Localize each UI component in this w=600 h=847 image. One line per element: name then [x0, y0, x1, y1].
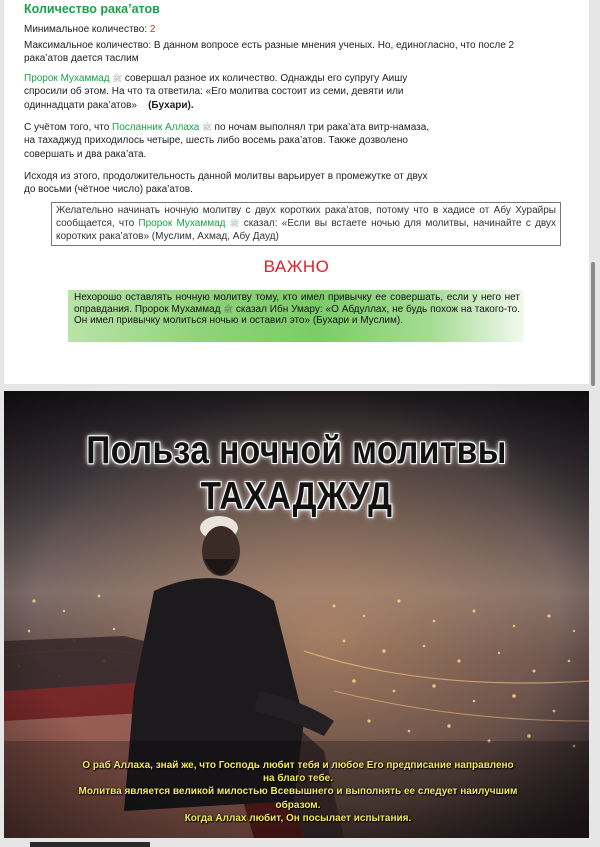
min-count-value: 2: [149, 24, 156, 35]
poster-page: [4, 391, 589, 838]
pbuh-icon: ﷺ: [229, 218, 240, 228]
witr-line-1: по ночам выполнял три рака’ата витр-намаза,: [211, 122, 430, 133]
poster-title-line-2: ТАХАДЖУД: [200, 475, 393, 518]
max-count-paragraph: [24, 39, 554, 66]
next-page-edge: [30, 842, 150, 847]
aisha-line-1: совершал разное их количество. Однажды его супругу Аишу: [122, 73, 408, 84]
caption-line-3: Молитва является великой милостью Всевышнего и выполнять ее следует наилучшим: [78, 786, 518, 798]
witr-paragraph: [24, 121, 554, 161]
caption-line-4: образом.: [275, 799, 321, 811]
hadith-text-1: Желательно начинать ночную молитву с двух коротких рака’атов, потому что в хадисе от Абу Хурайры сообщается, что: [56, 205, 556, 229]
section-heading: Количество рака’атов: [24, 2, 160, 16]
witr-start: С учётом того, что: [24, 122, 113, 133]
caption-line-1: О раб Аллаха, знай же, что Господь любит тебя и любое Его предписание направлено: [82, 760, 514, 771]
caption-line-5: Когда Аллах любит, Он посылает испытания.: [184, 812, 412, 824]
duration-line-2: до восьми (чётное число) рака’атов.: [24, 184, 193, 196]
messenger-link[interactable]: Посланник Аллаха: [112, 122, 200, 133]
aisha-paragraph: [24, 72, 554, 112]
max-count-line-1: Максимальное количество: В данном вопросе есть разные мнения ученых. Но, единогласно, что после 2: [24, 40, 515, 51]
aisha-line-3: одиннадцати рака’атов»: [24, 99, 137, 111]
aisha-line-2: спросили об этом. На что та ответила: «Его молитва состоит из семи, девяти или: [24, 86, 404, 98]
warning-text: [74, 292, 520, 327]
vertical-scrollbar[interactable]: [591, 262, 595, 386]
pbuh-icon: ﷺ: [223, 304, 234, 314]
pbuh-icon: ﷺ: [112, 74, 123, 83]
aisha-source: (Бухари).: [148, 99, 194, 111]
warning-text-2: сказал Ибн Умару: «О Абдуллах, не будь похож на такого-то. Он имел привычку молиться ночью и оставил это» (Бухари и Муслим).: [74, 303, 520, 327]
hadith-box: [51, 202, 561, 246]
hadith-text-2: сказал: «Если вы встаете ночью для молитвы, начинайте с двух коротких рака’атов» (Муслим, Ахмад, Абу Дауд): [56, 217, 556, 242]
witr-line-3: совершать и два рака’ата.: [24, 148, 147, 160]
caption-line-2: на благо тебе.: [263, 773, 333, 785]
poster-caption: [38, 759, 558, 825]
min-count-line: [24, 23, 554, 36]
duration-line-1: Исходя из этого, продолжительность данной молитвы варьирует в промежутке от двух: [24, 171, 428, 182]
witr-line-2: на тахаджуд приходилось четыре, шесть либо восемь рака’атов. Также дозволено: [24, 135, 408, 147]
pbuh-icon: ﷺ: [202, 123, 212, 132]
warning-text-1: Нехорошо оставлять ночную молитву тому, кто имел привычку ее совершать, если у него нет оправдания. Пророк Мухаммад: [74, 292, 520, 315]
duration-paragraph: [24, 170, 554, 197]
poster-title-line-1: Польза ночной молитвы: [86, 429, 507, 472]
max-count-line-2: рака’атов дается таслим: [24, 53, 139, 65]
prophet-link[interactable]: Пророк Мухаммад: [138, 217, 226, 229]
document-page-1: [4, 0, 589, 384]
prophet-link[interactable]: Пророк Мухаммад: [24, 73, 110, 84]
important-label: ВАЖНО: [263, 257, 330, 276]
min-count-label: Минимальное количество:: [24, 24, 148, 35]
